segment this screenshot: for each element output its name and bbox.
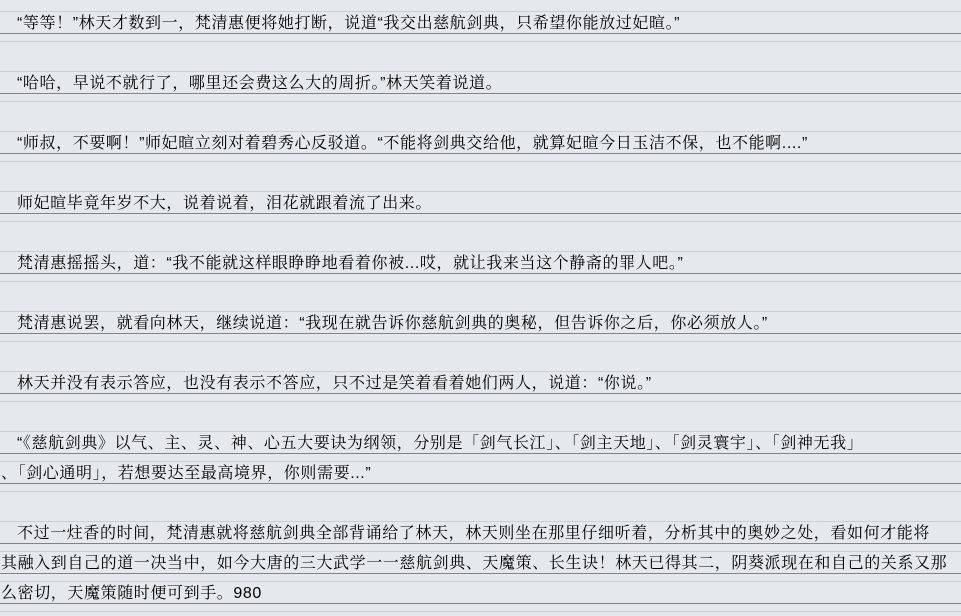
ruled-underline [0,453,961,454]
ruled-underline [0,153,961,154]
text-line: 么密切，天魔策随时便可到手。980 [1,585,262,602]
text-line: 梵清惠摇摇头，道：“我不能就这样眼睁睁地看着你被...哎，就让我来当这个静斋的罪人吧。” [17,255,684,272]
ruled-underline [0,333,961,334]
text-line: “《慈航剑典》以气、主、灵、神、心五大要诀为纲领，分别是「剑气长江」、「剑主天地」、「剑灵寰宇」、「剑神无我」 [17,435,864,452]
text-line: “等等！”林天才数到一，梵清惠便将她打断，说道“我交出慈航剑典，只希望你能放过妃暄。” [17,15,681,32]
ruled-underline [0,273,961,274]
text-line: 、「剑心通明」，若想要达至最高境界，你则需要...” [1,465,372,482]
text-line: 林天并没有表示答应，也没有表示不答应，只不过是笑着看着她们两人，说道：“你说。” [17,375,652,392]
text-line: 梵清惠说罢，就看向林天，继续说道：“我现在就告诉你慈航剑典的奥秘，但告诉你之后，你必须放人。” [17,315,768,332]
ruled-underline [0,603,961,604]
ruled-underline [0,393,961,394]
ruled-underline [0,543,961,544]
text-line: “哈哈，早说不就行了，哪里还会费这么大的周折。”林天笑着说道。 [17,75,503,92]
ruled-underline [0,33,961,34]
text-line: 不过一炷香的时间，梵清惠就将慈航剑典全部背诵给了林天，林天则坐在那里仔细听着，分析其中的奥妙之处，看如何才能将 [17,525,931,542]
ruled-underline [0,213,961,214]
ruled-underline [0,483,961,484]
text-line: 其融入到自己的道一决当中，如今大唐的三大武学一一慈航剑典、天魔策、长生诀！林天已得其二，阴葵派现在和自己的关系又那 [1,555,948,572]
text-line: “师叔，不要啊！”师妃暄立刻对着碧秀心反驳道。“不能将剑典交给他，就算妃暄今日玉洁不保，也不能啊....” [17,135,808,152]
ruled-underline [0,573,961,574]
text-line: 师妃暄毕竟年岁不大，说着说着，泪花就跟着流了出来。 [17,195,433,212]
ruled-underline [0,93,961,94]
